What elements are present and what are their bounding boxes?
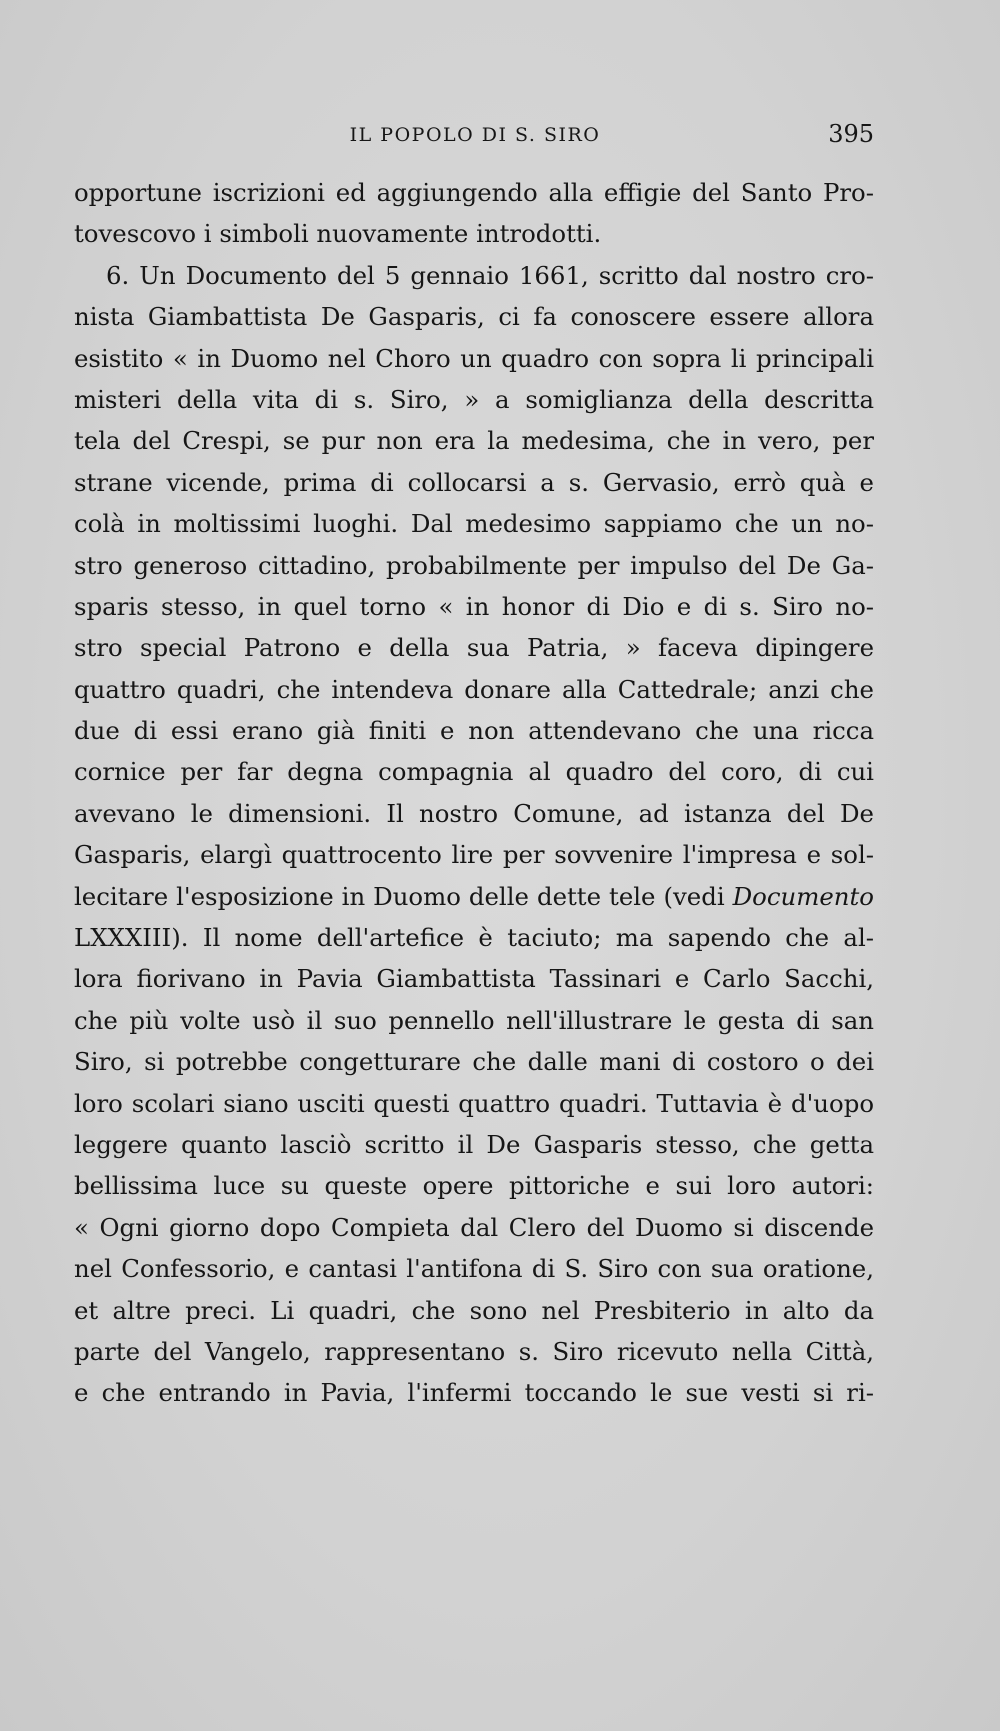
text-line-27: nel Confessorio, e cantasi l'antifona di S. Siro con sua oratione, [74,1254,874,1284]
text-line-8: strane vicende, prima di collocarsi a s. Gervasio, errò quà e [74,467,874,497]
text-line-15: cornice per far degna compagnia al quadro del coro, di cui [74,757,874,787]
text-line-20: lora fiorivano in Pavia Giambattista Tassinari e Carlo Sacchi, [74,964,874,994]
text-line-6: misteri della vita di s. Siro, » a somiglianza della descritta [74,384,874,414]
text-line-11: sparis stesso, in quel torno « in honor di Dio e di s. Siro no- [74,591,874,621]
running-head [76,118,874,158]
text-line-4: nista Giambattista De Gasparis, ci fa conoscere essere allora [74,302,874,332]
text-line-7: tela del Crespi, se pur non era la medesima, che in vero, per [74,426,874,456]
text-line-5: esistito « in Duomo nel Choro un quadro con sopra li principali [74,343,874,373]
text-line-28: et altre preci. Li quadri, che sono nel Presbiterio in alto da [74,1295,874,1325]
text-line-1: opportune iscrizioni ed aggiungendo alla effigie del Santo Pro- [74,178,874,207]
text-line-18-text: lecitare l'esposizione in Duomo delle dette tele (vedi [74,881,725,911]
text-line-19: LXXXIII). Il nome dell'artefice è taciuto; ma sapendo che al- [74,923,874,953]
text-line-13: quattro quadri, che intendeva donare alla Cattedrale; anzi che [74,674,874,704]
text-line-10: stro generoso cittadino, probabilmente per impulso del De Ga- [74,550,874,580]
body-text [74,172,874,1414]
text-line-30: e che entrando in Pavia, l'infermi toccando le sue vesti si ri- [74,1378,874,1408]
text-line-9: colà in moltissimi luoghi. Dal medesimo sappiamo che un no- [74,509,874,539]
text-line-25: bellissima luce su queste opere pittoriche e sui loro autori: [74,1171,874,1201]
text-line-17: Gasparis, elargì quattrocento lire per sovvenire l'impresa e sol- [74,840,874,870]
text-line-14: due di essi erano già finiti e non attendevano che una ricca [74,716,874,746]
text-line-29: parte del Vangelo, rappresentano s. Siro ricevuto nella Città, [74,1336,874,1366]
text-line-12: stro special Patrono e della sua Patria, » faceva dipingere [74,633,874,663]
document-reference: Documento [732,881,874,911]
text-line-24: leggere quanto lasciò scritto il De Gasparis stesso, che getta [74,1129,874,1159]
text-line-3: 6. Un Documento del 5 gennaio 1661, scritto dal nostro cro- [106,260,874,290]
text-line-22: Siro, si potrebbe congetturare che dalle mani di costoro o dei [74,1047,874,1077]
text-line-23: loro scolari siano usciti questi quattro quadri. Tuttavia è d'uopo [74,1088,874,1118]
text-line-16: avevano le dimensioni. Il nostro Comune, ad istanza del De [74,798,874,828]
text-line-2: tovescovo i simboli nuovamente introdotti. [74,219,602,249]
text-line-26: « Ogni giorno dopo Compieta dal Clero del Duomo si discende [74,1212,874,1242]
page-number: 395 [828,120,874,148]
running-title: IL POPOLO DI S. SIRO [349,124,601,146]
text-line-18 [74,876,874,917]
text-line-21: che più volte usò il suo pennello nell'illustrare le gesta di san [74,1005,874,1035]
